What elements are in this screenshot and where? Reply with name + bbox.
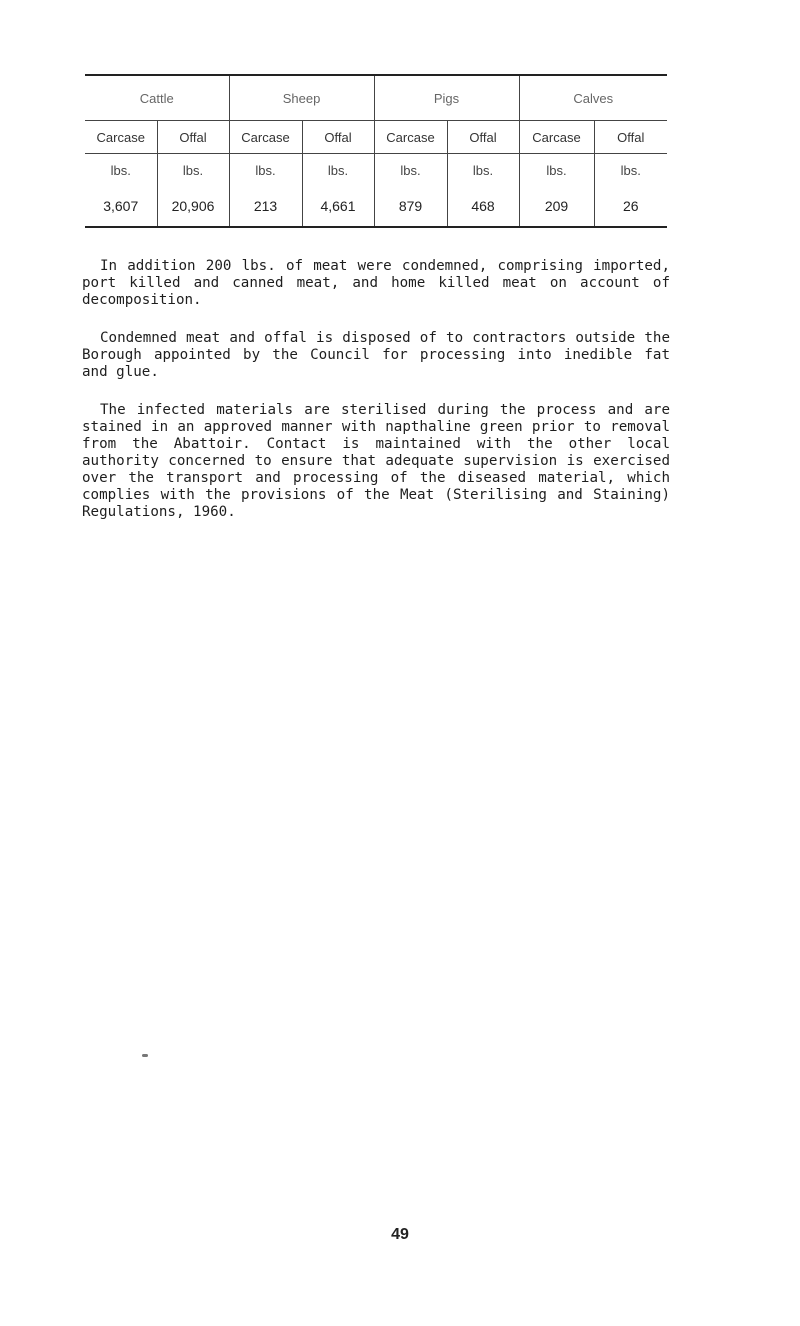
value-cell: 26 xyxy=(594,186,667,227)
animal-header-pigs: Pigs xyxy=(374,75,519,121)
part-header: Offal xyxy=(302,121,374,154)
value-cell: 468 xyxy=(447,186,519,227)
part-header: Carcase xyxy=(85,121,157,154)
part-header: Offal xyxy=(594,121,667,154)
value-cell: 4,661 xyxy=(302,186,374,227)
unit-cell: lbs. xyxy=(594,154,667,187)
unit-cell: lbs. xyxy=(229,154,302,187)
unit-cell: lbs. xyxy=(302,154,374,187)
paragraph-sterilisation: The infected materials are sterilised during the process and are stained in an approved manner with napthaline green prior to removal from the Abattoir. Contact is maintained with the other local authority concerned to ensure that adequate supervision is exercised over the transport and processing of the diseased material, which complies with the provisions of the Meat (Sterilising and Staining) Regulations, 1960. xyxy=(82,402,670,520)
condemned-meat-table xyxy=(85,74,667,228)
unit-cell: lbs. xyxy=(374,154,447,187)
animal-header-cattle: Cattle xyxy=(85,75,229,121)
part-header: Carcase xyxy=(519,121,594,154)
animal-header-calves: Calves xyxy=(519,75,667,121)
value-cell: 879 xyxy=(374,186,447,227)
part-header: Offal xyxy=(157,121,229,154)
body-text xyxy=(82,258,670,542)
value-cell: 20,906 xyxy=(157,186,229,227)
unit-cell: lbs. xyxy=(447,154,519,187)
ink-speck xyxy=(142,1054,148,1057)
paragraph-disposal: Condemned meat and offal is disposed of to contractors outside the Borough appointed by the Council for processing into inedible fat and glue. xyxy=(82,330,670,380)
values-row xyxy=(85,186,667,227)
animal-header-row xyxy=(85,75,667,121)
unit-cell: lbs. xyxy=(519,154,594,187)
unit-cell: lbs. xyxy=(110,162,131,178)
value-cell: 209 xyxy=(519,186,594,227)
paragraph-condemned-meat: In addition 200 lbs. of meat were condemned, comprising imported, port killed and canned meat, and home killed meat on account of decomposition. xyxy=(82,258,670,308)
page-number: 49 xyxy=(391,1226,409,1243)
units-row xyxy=(85,154,667,187)
part-header: Carcase xyxy=(229,121,302,154)
part-header: Carcase xyxy=(374,121,447,154)
value-cell: 3,607 xyxy=(85,186,157,227)
part-header-row xyxy=(85,121,667,154)
unit-cell: lbs. xyxy=(157,154,229,187)
animal-header-sheep: Sheep xyxy=(229,75,374,121)
value-cell: 213 xyxy=(229,186,302,227)
part-header: Offal xyxy=(447,121,519,154)
